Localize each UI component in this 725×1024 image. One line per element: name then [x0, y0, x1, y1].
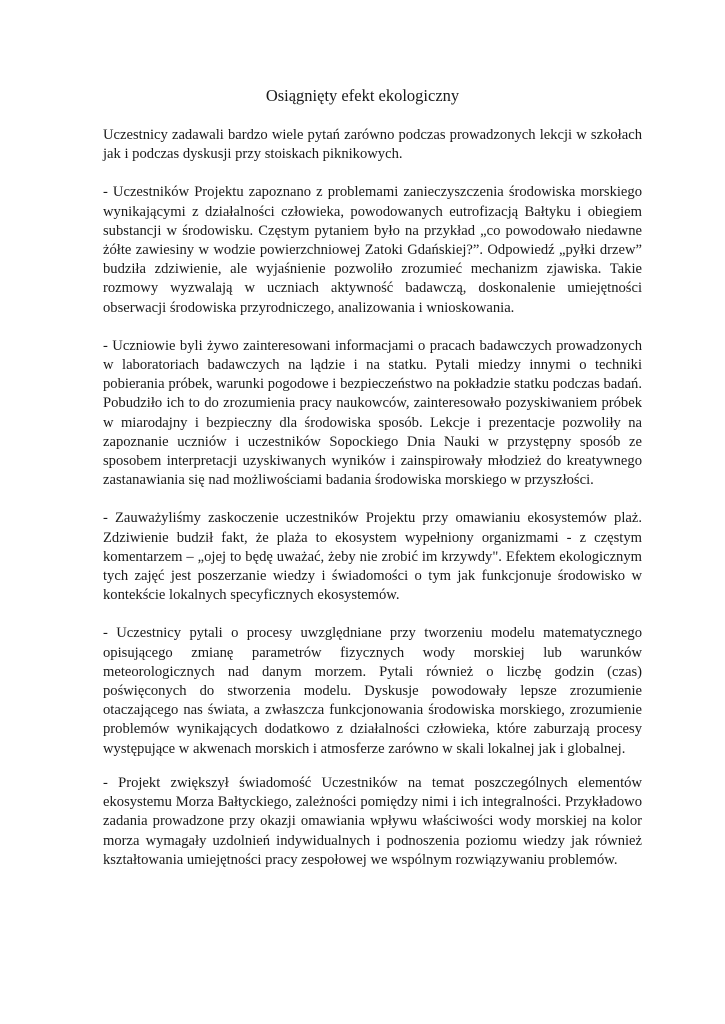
- paragraph-model: - Uczestnicy pytali o procesy uwzględniane przy tworzeniu modelu matematycznego opisującego zmianę parametrów fizycznych wody morskiej lub warunków meteorologicznych nad danym morzem. Pytali również o liczbę godzin (czas) poświęconych do stworzenia modelu. Dyskusje powodowały lepsze zrozumienie otaczającego nas świata, a zwłaszcza funkcjonowania środowiska morskiego, zrozumienie problemów wynikających dodatkowo z działalności człowieka, które zaburzają procesy występujące w akwenach morskich i atmosferze zarówno w skali lokalnej jak i globalnej.: [103, 625, 642, 757]
- paragraph-pollution: - Uczestników Projektu zapoznano z problemami zanieczyszczenia środowiska morskiego wynikającymi z działalności człowieka, powodowanych eutrofizacją Bałtyku i obiegiem substancji w środowisku. Częstym pytaniem było na przykład „co powodowało niedawne żółte zawiesiny w wodzie powierzchniowej Zatoki Gdańskiej?”. Odpowiedź „pyłki drzew” budziła zdziwienie, ale wyjaśnienie pozwoliło zrozumieć mechanizm zjawiska. Takie rozmowy wyzwalają w uczniach aktywność badawczą, doskonalenie umiejętności obserwacji środowiska przyrodniczego, analizowania i wnioskowania.: [103, 184, 642, 316]
- document-body: [103, 126, 642, 889]
- paragraph-research: - Uczniowie byli żywo zainteresowani informacjami o pracach badawczych prowadzonych w laboratoriach badawczych na lądzie i na statku. Pytali miedzy innymi o techniki pobierania próbek, warunki pogodowe i bezpieczeństwo na pokładzie statku podczas badań. Pobudziło ich to do zrozumienia pracy naukowców, zainteresowało pozyskiwaniem próbek w miarodajny i bezpieczny dla środowiska sposób. Lekcje i prezentacje pozwoliły na zapoznanie uczniów i uczestników Sopockiego Dnia Nauki w przystępny sposób ze sposobem interpretacji uzyskiwanych wyników i zainspirowały młodzież do kreatywnego zastanawiania się nad możliwościami badania środowiska morskiego w przyszłości.: [103, 337, 642, 489]
- paragraph-intro: Uczestnicy zadawali bardzo wiele pytań zarówno podczas prowadzonych lekcji w szkołach jak i podczas dyskusji przy stoiskach piknikowych.: [103, 127, 642, 163]
- document-title: Osiągnięty efekt ekologiczny: [265, 86, 460, 105]
- paragraph-baltic-awareness: - Projekt zwiększył świadomość Uczestników na temat poszczególnych elementów ekosystemu Morza Bałtyckiego, zależności pomiędzy nimi i ich integralności. Przykładowo zadania prowadzone przy okazji omawiania wpływu właściwości wody morskiej na kolor morza wymagały uzdolnień indywidualnych i podnoszenia poziomu wiedzy jak również kształtowania umiejętności pracy zespołowej we wspólnym rozwiązywaniu problemów.: [103, 774, 642, 868]
- paragraph-beach-ecosystems: - Zauważyliśmy zaskoczenie uczestników Projektu przy omawianiu ekosystemów plaż. Zdziwienie budził fakt, że plaża to ekosystem wypełniony organizmami - z częstym komentarzem – „ojej to będę uważać, żeby nie zrobić im krzywdy". Efektem ekologicznym tych zajęć jest poszerzanie wiedzy i świadomości o tym jak funkcjonuje środowisko w kontekście lokalnych specyficznych ekosystemów.: [103, 510, 642, 604]
